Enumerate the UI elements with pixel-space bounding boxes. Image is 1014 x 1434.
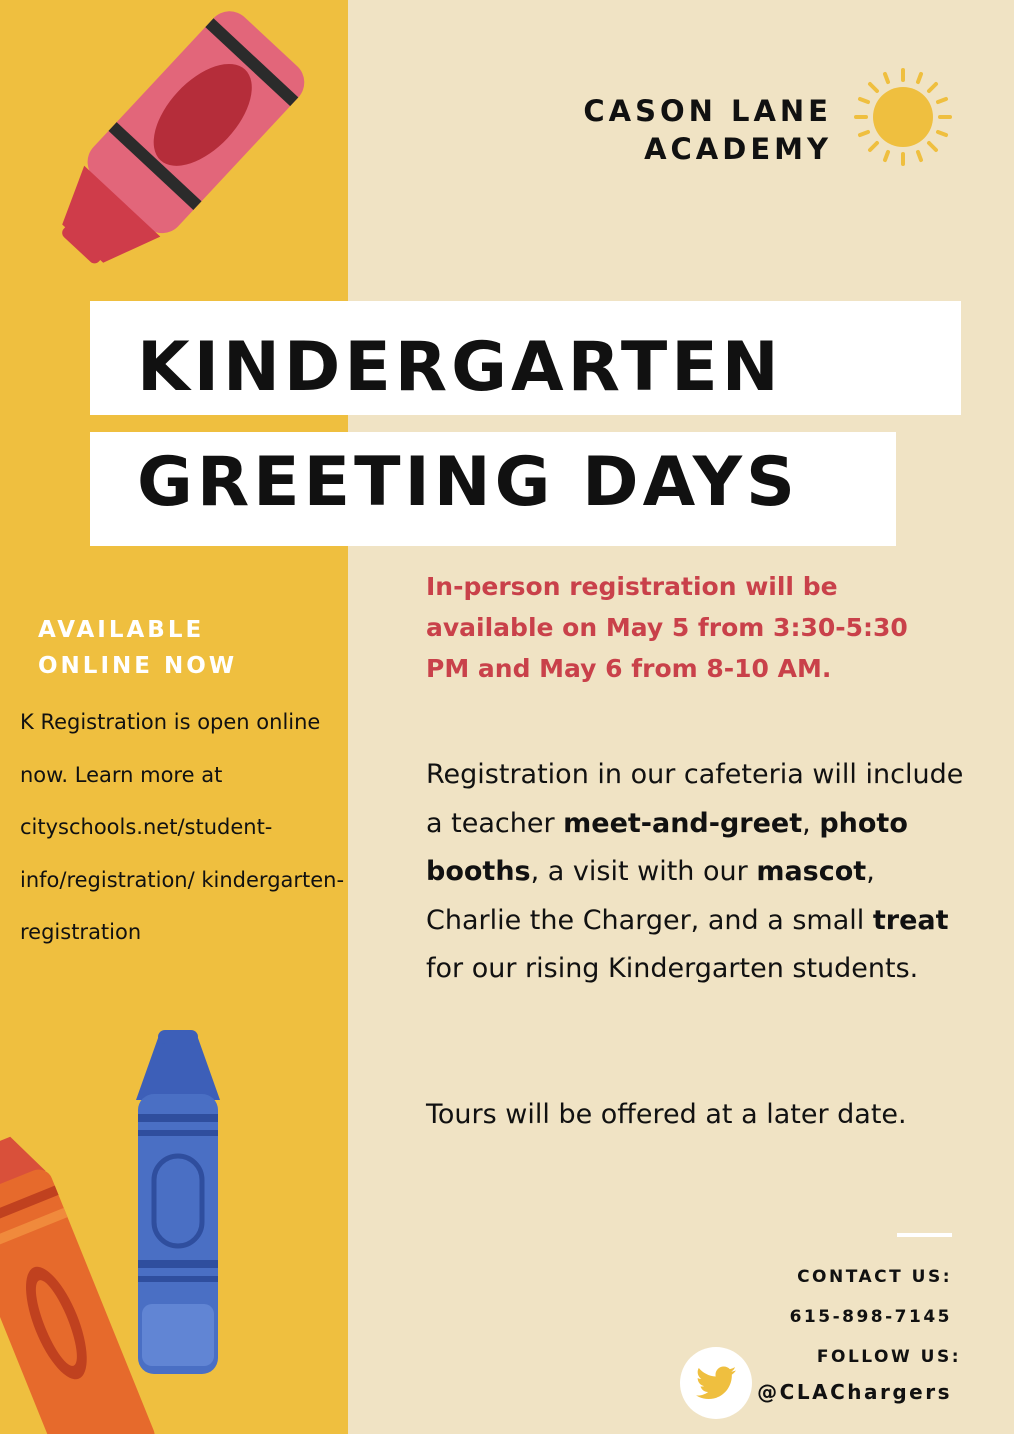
phone-number[interactable]: 615-898-7145: [789, 1307, 952, 1327]
available-online-heading: [38, 612, 237, 684]
school-name-line1: CASON LANE: [583, 94, 832, 128]
contact-divider: [897, 1233, 952, 1237]
twitter-handle[interactable]: @CLAChargers: [757, 1380, 952, 1404]
contact-label: CONTACT US:: [797, 1267, 952, 1287]
details-bold-mascot: mascot: [756, 856, 867, 887]
inperson-registration-text: In-person registration will be available on May 5 from 3:30-5:30 PM and May 6 from 8-10 AM.: [426, 572, 908, 683]
details-bold-treat: treat: [872, 904, 949, 936]
details-part4: , Charlie the Charger, and a small: [426, 856, 875, 936]
details-bold-photo-booths: photo booths: [426, 807, 908, 887]
available-heading-line2: ONLINE NOW: [38, 653, 238, 679]
twitter-bird-icon: [696, 1365, 736, 1401]
school-name: [583, 92, 832, 168]
tours-text: Tours will be offered at a later date.: [426, 1099, 907, 1130]
right-cream-panel: [348, 0, 1014, 1434]
online-registration-text: K Registration is open online now. Learn more at cityschools.net/student-info/registration/ kindergarten-registration: [20, 710, 345, 944]
details-part3: , a visit with our: [530, 856, 757, 887]
page-title-line2: GREETING DAYS: [137, 443, 799, 522]
twitter-icon[interactable]: [680, 1347, 752, 1419]
school-name-line2: ACADEMY: [644, 132, 832, 166]
follow-label: FOLLOW US:: [816, 1347, 961, 1367]
details-part2: ,: [802, 807, 820, 839]
details-bold-meet-and-greet: meet-and-greet: [563, 807, 803, 839]
available-heading-line1: AVAILABLE: [38, 617, 205, 643]
blue-crayon-icon: [128, 1028, 228, 1384]
page-title-line1: KINDERGARTEN: [137, 328, 783, 407]
red-crayon-icon: [20, 10, 320, 290]
registration-details: [426, 751, 966, 994]
sun-icon: [852, 66, 954, 168]
details-part1: Registration in our cafeteria will include a teacher: [426, 759, 964, 839]
details-part5: for our rising Kindergarten students.: [426, 953, 919, 984]
